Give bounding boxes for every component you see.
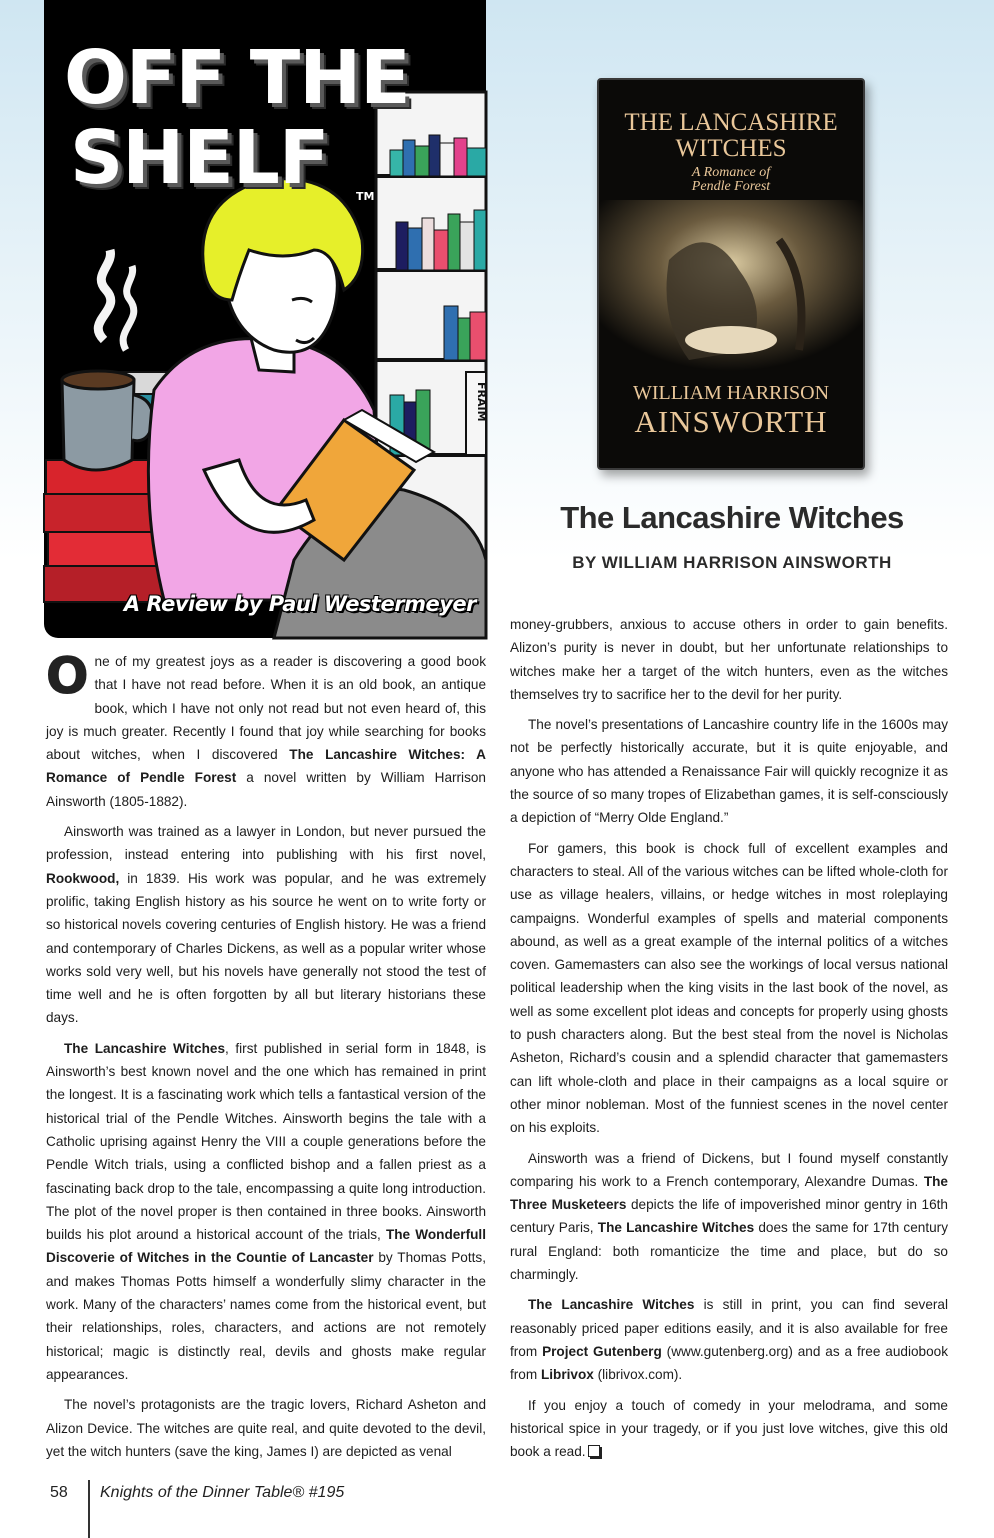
- cover-subtitle-line2: Pendle Forest: [691, 179, 771, 194]
- text-run: , first published in serial form in 1848, is Ainsworth’s best known novel and the one which has remained in print the longest. It is a fascinating work which tells a fantastical version of the historical trial of the Pendle Witches. Ainsworth begins the tale with a Catholic uprising against Henry the VIII a couple generations before the Pendle Witch trials, using a conflicted bishop and a fallen priest as a fascinating back drop to the tale, encompassing a quite long introduction. The plot of the novel proper is then contained in three books. Ainsworth builds his plot around a historical account of the trials,: [46, 1040, 486, 1243]
- paragraph-10: [510, 1394, 948, 1464]
- book-title-bold: The Lancashire Witches: [528, 1297, 695, 1313]
- text-run: by Thomas Potts, and makes Thomas Potts himself a wonderfully slimy character in the work. Many of the characters’ names come from the historical event, but their relationships, roles, characters, and actions are not remotely historical; magic is distinctly real, devils and ghosts make regular appearances.: [46, 1250, 486, 1382]
- text-run: For gamers, this book is chock full of excellent examples and characters to steal. All of the various witches can be lifted whole-cloth for use as village healers, villains, or hedge witches in most roleplaying campaigns. Wonderful examples of spells and material components abound, as well as a great example of the internal politics of a witches coven. Gamemasters can also see the workings of local versus national political leadership when the king visits in the last book of the novel, as well as some excellent plot ideas and concepts for properly using ghosts to push characters along. But the best steal from the novel is Nicholas Asheton, Richard’s cousin and a splendid character that gamemasters can lift whole-cloth and place in their campaigns as a local squire or other minor nobleman. Most of the funniest scenes in the novel center on his exploits.: [510, 840, 948, 1136]
- cover-painting: [599, 200, 863, 380]
- text-run: does the same for 17th century rural England: both romanticize the time and place, but do so charmingly.: [510, 1220, 948, 1283]
- text-run: Ainsworth was a friend of Dickens, but I found myself constantly comparing his work to a French contemporary, Alexandre Dumas.: [510, 1150, 948, 1189]
- cover-title-line2: WITCHES: [675, 135, 787, 162]
- publication-title: Knights of the Dinner Table® #195: [100, 1484, 345, 1501]
- paragraph-8: [510, 1147, 948, 1287]
- off-the-shelf-banner: [44, 0, 486, 638]
- text-run: The novel’s presentations of Lancashire country life in the 1600s may not be perfectly historically accurate, but it is quite enjoyable, and anyone who has attended a Renaissance Fair will quickly recognize it as the source of so many tropes of Elizabethan games, it is self-consciously a depiction of “Merry Olde England.”: [510, 717, 948, 826]
- book-title-bold: The Wonderfull Discoverie of Witches in the Countie of Lancaster: [46, 1227, 486, 1266]
- cover-author: [599, 382, 863, 440]
- right-column: [510, 613, 948, 1470]
- paragraph-5: [510, 613, 948, 706]
- text-run: money-grubbers, anxious to accuse others in order to gain benefits. Alizon’s purity is never in doubt, but her unfortunate relationships to witches make her a target of the witch hunters, even as the witches themselves try to sacrifice her to the devil for her purity.: [510, 617, 948, 702]
- text-run: Ainsworth was trained as a lawyer in London, but never pursued the profession, instead entering into publishing with his first novel,: [46, 824, 486, 863]
- paragraph-7: [510, 837, 948, 1140]
- paragraph-3: [46, 1037, 486, 1386]
- steam-swirl: [98, 250, 111, 340]
- paragraph-1: [46, 647, 486, 813]
- banner-byline: A Review by Paul Westermeyer: [123, 592, 476, 616]
- book-title-bold: The Three Musketeers: [510, 1173, 948, 1213]
- banner-title: [64, 35, 410, 201]
- cover-subtitle-line1: A Romance of: [691, 165, 771, 180]
- text-run: is still in print, you can find several reasonably priced paper editions easily, and it is also available for free from: [510, 1297, 948, 1359]
- book-title-bold: Rookwood,: [46, 870, 120, 886]
- trademark-mark: TM: [356, 190, 375, 203]
- text-run: If you enjoy a touch of comedy in your melodrama, and some historical spice in your tragedy, or if you just love witches, give this old book a read.: [510, 1397, 948, 1460]
- text-run: depicts the life of impoverished minor gentry in 16th century Paris,: [510, 1197, 948, 1236]
- paragraph-9: [510, 1293, 948, 1386]
- text-run: in 1839. His work was popular, and he was extremely prolific, taking English history as his source he went on to write forty or so historical novels covering centuries of English history. He was a friend and contemporary of Charles Dickens, as well as a popular writer whose works sold very well, but his novels have generally not stood the test of time well and he is often forgotten by all but literary historians these days.: [46, 870, 486, 1026]
- text-run: (www.gutenberg.org) and as a free audiobook from: [510, 1343, 949, 1383]
- cover-title: [599, 110, 863, 162]
- text-run: The novel’s protagonists are the tragic lovers, Richard Asheton and Alizon Device. The witches are quite real, and quite devoted to the devil, yet the witch hunters (save the king, James I) are depicted as venal: [46, 1397, 486, 1459]
- shelf-label: FRAIM: [475, 382, 488, 422]
- footer-divider: [88, 1480, 90, 1538]
- banner-title-line1: OFF THE: [64, 35, 410, 121]
- text-run: (librivox.com).: [593, 1367, 683, 1383]
- cover-author-line2: AINSWORTH: [634, 404, 828, 439]
- paragraph-4: [46, 1393, 486, 1463]
- book-title-bold: The Lancashire Witches: [64, 1040, 226, 1056]
- book-cover: [597, 78, 865, 470]
- left-column: [46, 647, 486, 1470]
- paragraph-6: [510, 713, 948, 829]
- source-name-bold: Librivox: [540, 1367, 594, 1383]
- cover-title-line1: THE LANCASHIRE: [624, 109, 838, 136]
- book-title-bold: The Lancashire Witches: [597, 1220, 755, 1236]
- cover-subtitle: [599, 166, 863, 194]
- source-name-bold: Project Gutenberg: [542, 1343, 662, 1359]
- page-number: 58: [50, 1484, 68, 1501]
- text-run: ne of my greatest joys as a reader is discovering a good book that I have not read before. When it is an old book, an antique book, which I have not only not read but not even heard of, this joy is much greater. Recently I found that joy while searching for books about witches, when I discovered: [46, 654, 486, 763]
- end-mark-icon: [588, 1445, 600, 1457]
- article-headline: The Lancashire Witches: [560, 500, 904, 535]
- text-run: a novel written by William Harrison Ainsworth (1805-1882).: [46, 770, 486, 809]
- book-title-bold: The Lancashire Witches: A Romance of Pendle Forest: [46, 747, 486, 786]
- steam-swirl: [123, 266, 134, 350]
- drop-cap: O: [46, 647, 89, 705]
- paragraph-2: [46, 820, 486, 1030]
- banner-title-line2: SHELF: [70, 115, 329, 201]
- cover-author-line1: WILLIAM HARRISON: [632, 382, 830, 404]
- article-byline: BY WILLIAM HARRISON AINSWORTH: [572, 553, 892, 572]
